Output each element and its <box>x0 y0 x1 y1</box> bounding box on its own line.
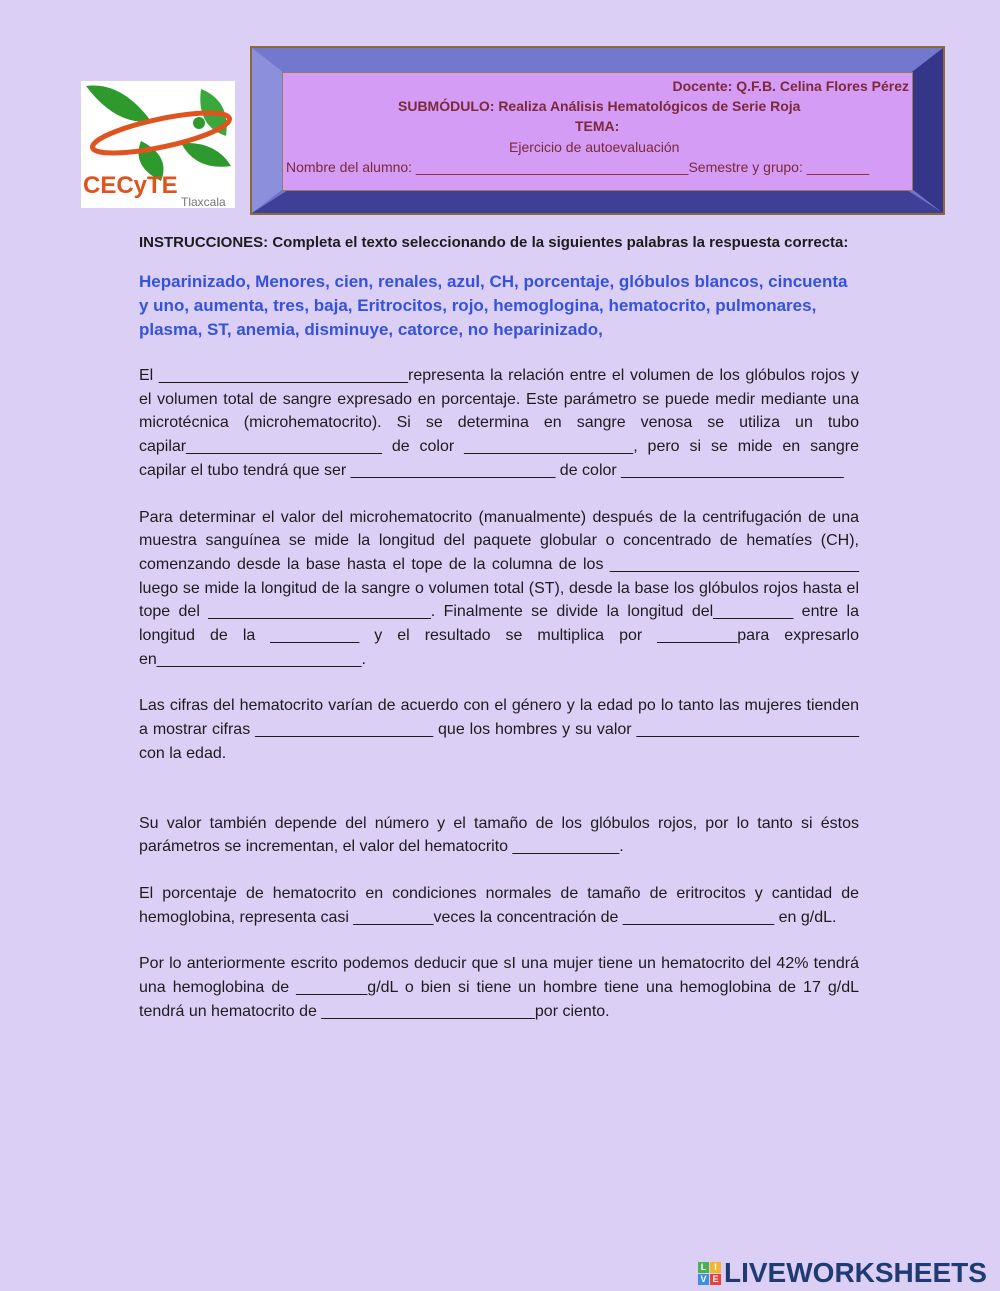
worksheet-body <box>139 232 859 1046</box>
paragraph-text: entre la longitud de la <box>139 603 859 645</box>
paragraph-text: de color <box>555 461 622 479</box>
answer-blank[interactable]: _________ <box>353 908 434 926</box>
student-name-field[interactable]: ___________________________________ <box>415 159 689 175</box>
semester-group-label: Semestre y grupo: <box>688 159 803 175</box>
paragraph <box>139 812 859 859</box>
answer-blank[interactable]: ________ <box>296 979 368 997</box>
paragraph-text: en g/dL. <box>774 908 837 926</box>
answer-blank[interactable]: ____________________________ <box>158 367 408 384</box>
submodule-title: SUBMÓDULO: Realiza Análisis Hematológicos de Serie Roja <box>398 98 801 114</box>
answer-blank[interactable]: ________________________ <box>321 1002 535 1020</box>
exercise-paragraphs <box>139 364 859 1023</box>
paragraph-text: . Finalmente se divide la longitud del <box>430 603 714 621</box>
paragraph <box>139 694 859 765</box>
paragraph-text: El <box>139 367 159 384</box>
answer-blank[interactable]: ______________________ <box>186 438 382 456</box>
header-frame <box>250 46 945 215</box>
answer-blank[interactable]: _________________ <box>622 908 775 926</box>
answer-blank[interactable]: ____________________________ <box>609 555 859 573</box>
paragraph-text: y el resultado se multiplica por <box>359 627 658 645</box>
answer-blank[interactable]: _________ <box>713 603 794 621</box>
teacher-name: Docente: Q.F.B. Celina Flores Pérez <box>672 78 909 94</box>
exercise-title: Ejercicio de autoevaluación <box>509 139 680 155</box>
paragraph-text: . <box>619 838 624 856</box>
paragraph-text: . <box>361 650 366 668</box>
header-panel <box>282 72 913 191</box>
cecyte-logo <box>81 81 235 208</box>
paragraph-text: representa la relación entre el volumen de los glóbulos rojos y el volumen total de sangre expresado en porcentaje. Este parámetro se puede medir mediante una microtécnica (microhematocrito). Si se determina en sangre venosa se utiliza un tubo capilar <box>139 367 860 456</box>
paragraph-text: , pero si se mide en sangre capilar el tubo tendrá que ser <box>139 438 859 479</box>
paragraph <box>139 952 859 1023</box>
liveworksheets-logo <box>698 1257 987 1289</box>
paragraph-text: que los hombres y su valor <box>433 721 637 739</box>
student-name-label: Nombre del alumno: <box>286 159 413 175</box>
paragraph <box>139 506 859 672</box>
answer-blank[interactable]: ___________________ <box>464 438 634 456</box>
answer-blank[interactable]: _________________________ <box>208 603 431 621</box>
paragraph <box>139 882 859 929</box>
svg-text:Tlaxcala: Tlaxcala <box>181 195 226 208</box>
topic-label: TEMA: <box>575 118 620 134</box>
answer-blank[interactable]: __________ <box>270 627 360 645</box>
answer-blank[interactable]: _________________________ <box>621 461 844 479</box>
paragraph-text: g/dL o bien si tiene un hombre tiene una hemoglobina de 17 g/dL tendrá un hematocrito de <box>139 979 859 1020</box>
paragraph-text: Su valor también depende del número y el tamaño de los glóbulos rojos, por lo tanto si éstos parámetros se incrementan, el valor del hematocrito <box>139 814 859 856</box>
answer-blank[interactable]: ____________ <box>512 838 620 856</box>
paragraph-text: Las cifras del hematocrito varían de acuerdo con el género y la edad po lo tanto las mujeres tienden a mostrar cifras <box>139 697 859 739</box>
brand-name: LIVEWORKSHEETS <box>724 1257 987 1288</box>
paragraph-text: El porcentaje de hematocrito en condiciones normales de tamaño de eritrocitos y cantidad de hemoglobina, representa casi <box>139 884 859 926</box>
paragraph-text: luego se mide la longitud de la sangre o volumen total (ST), desde la base los glóbulos rojos hasta el tope del <box>139 579 859 621</box>
paragraph <box>139 364 859 483</box>
paragraph-text: con la edad. <box>139 744 227 762</box>
word-bank: Heparinizado, Menores, cien, renales, azul, CH, porcentaje, glóbulos blancos, cincuenta y uno, aumenta, tres, baja, Eritrocitos, rojo, hemoglogina, hematocrito, pulmonares, plasma, ST, anemia, disminuye, catorce, no heparinizado, <box>139 272 848 339</box>
answer-blank[interactable]: _______________________ <box>156 650 362 668</box>
semester-group-field[interactable]: ________ <box>806 159 870 175</box>
answer-blank[interactable]: _________________________ <box>636 721 860 739</box>
paragraph-text: para expresarlo en <box>139 627 859 668</box>
answer-blank[interactable]: _______________________ <box>350 461 556 479</box>
svg-text:CECyTE: CECyTE <box>83 172 178 199</box>
paragraph-text: Para determinar el valor del microhematocrito (manualmente) después de la centrifugación de una muestra sanguínea se mide la longitud del paquete globular o concentrado de hematíes (CH), comenzando desde la base hasta el tope de la columna de los <box>139 508 859 573</box>
answer-blank[interactable]: ____________________ <box>255 721 434 739</box>
paragraph-text: veces la concentración de <box>433 908 623 926</box>
paragraph-text: Por lo anteriormente escrito podemos deducir que sI una mujer tiene un hematocrito del 42% tendrá una hemoglobina de <box>139 955 859 997</box>
live-icon: L I V E <box>698 1262 721 1285</box>
paragraph-text: de color <box>381 438 465 456</box>
instructions: INSTRUCCIONES: Completa el texto seleccionando de la siguientes palabras la respuesta correcta: <box>139 234 849 251</box>
paragraph-text: por ciento. <box>534 1002 610 1020</box>
answer-blank[interactable]: _________ <box>657 627 738 645</box>
